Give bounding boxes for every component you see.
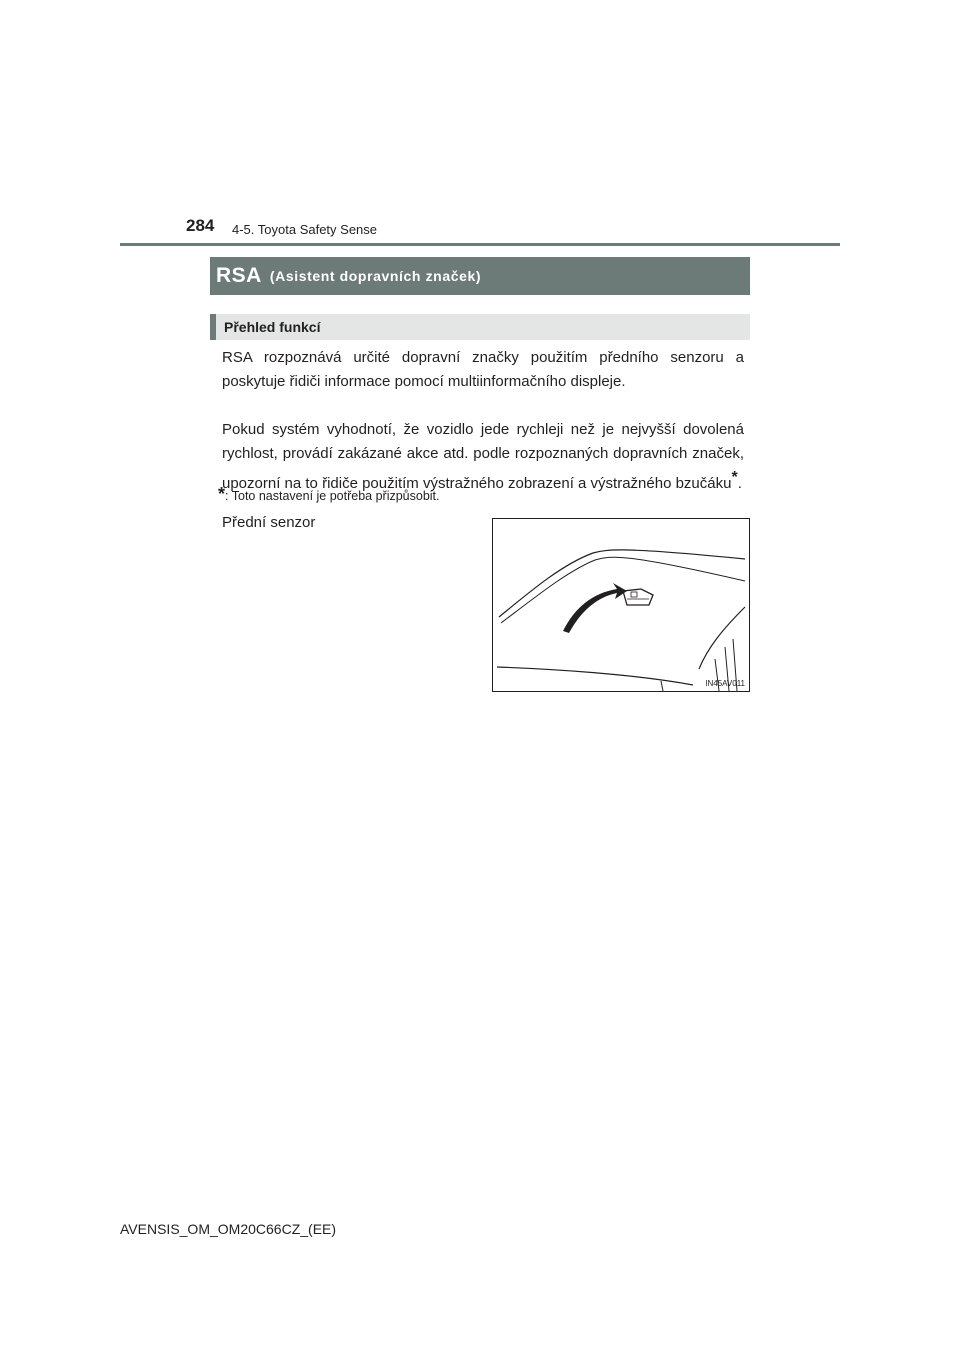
subheading: Přehled funkcí [210,314,750,340]
body-paragraph-end: . [737,475,742,492]
document-code: AVENSIS_OM_OM20C66CZ_(EE) [120,1221,337,1237]
page-number: 284 [186,216,215,235]
footnote [218,484,440,505]
section-title: RSA [216,264,262,287]
section-subtitle: (Asistent dopravních značek) [269,268,482,284]
windshield-drawing [493,519,749,691]
section-title-bar [210,257,750,295]
body-paragraph: RSA rozpoznává určité dopravní značky použitím předního senzoru a poskytuje řidiči informace pomocí multiinformačního displeje. [222,349,744,390]
front-sensor-label: Přední senzor [222,514,316,531]
header-divider [120,243,840,246]
section-reference: 4-5. Toyota Safety Sense [232,222,378,237]
body-paragraph-text: Pokud systém vyhodnotí, že vozidlo jede rychleji než je nejvyšší dovolená rychlost, provádí zakázané akce atd. podle rozpoznaných dopravních značek, upozorní na to řidiče použitím výstražného zobrazení a výstražného bzučáku [222,421,744,492]
illustration-code: IN45AV011 [705,679,745,688]
footnote-mark: * [731,469,738,486]
footnote-mark: * [218,484,226,504]
windshield-illustration [492,518,750,692]
footnote-text: : Toto nastavení je potřeba přizpůsobit. [225,489,440,503]
